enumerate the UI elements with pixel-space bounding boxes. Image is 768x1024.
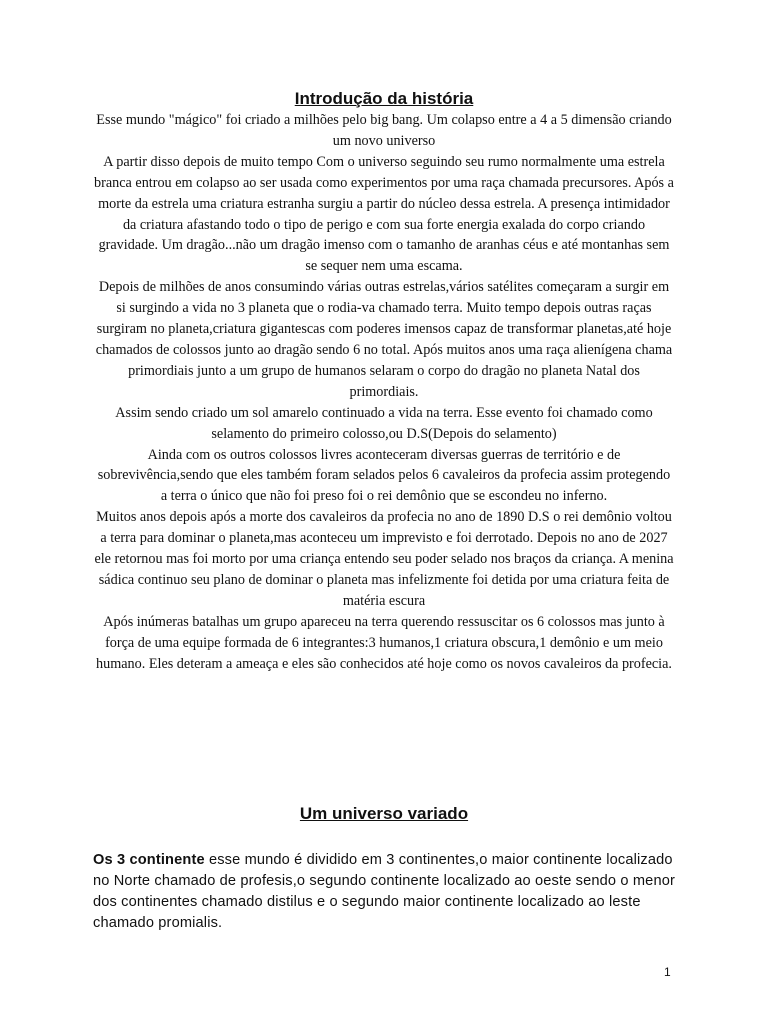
paragraph: A partir disso depois de muito tempo Com o universo seguindo seu rumo normalmente uma estrela branca entrou em colapso ao ser usada como experimentos por uma raça chamada precursores. Após a morte da estrela uma criatura estranha surgiu a partir do núcleo dessa estrela. A presença intimidador da criatura afastando todo o tipo de perigo e com sua forte energia exalada do corpo criando gravidade. Um dragão...não um dragão imenso com o tamanho de aranhas céus e até montanhas sem se sequer nem uma escama.: [94, 153, 674, 275]
paragraph: Após inúmeras batalhas um grupo apareceu na terra querendo ressuscitar os 6 colossos mas junto à força de uma equipe formada de 6 integrantes:3 humanos,1 criatura obscura,1 demônio e um meio humano. Eles deteram a ameaça e eles são conhecidos até hoje como os novos cavaleiros da profecia.: [96, 613, 672, 672]
paragraph: Depois de milhões de anos consumindo várias outras estrelas,vários satélites começaram a surgir em si surgindo a vida no 3 planeta que o rodia-va chamado terra. Muito tempo depois outras raças surgiram no planeta,criatura gigantescas com poderes imensos capaz de transformar planetas,até hoje chamados de colossos junto ao dragão sendo 6 no total. Após muitos anos uma raça alienígena chama primordiais junto a um grupo de humanos selaram o corpo do dragão no planeta Natal dos primordiais.: [95, 279, 673, 400]
section-title-universo-variado: Um universo variado: [299, 804, 469, 823]
paragraph: Ainda com os outros colossos livres aconteceram diversas guerras de território e de sobrevivência,sendo que eles também foram selados pelos 6 cavaleiros da profecia assim protegendo a terra o único que não foi preso foi o rei demônio que se escondeu no inferno.: [97, 446, 671, 505]
paragraph: Muitos anos depois após a morte dos cavaleiros da profecia no ano de 1890 D.S o rei demônio voltou a terra para dominar o planeta,mas aconteceu um imprevisto e foi derrotado. Depois no ano de 2027 ele retornou mas foi morto por uma criança entendo seu poder selado nos braços da criança. A menina sádica continuo seu plano de dominar o planeta mas infelizmente foi detida por uma criatura feita de matéria escura: [94, 509, 674, 609]
page-number: 1: [664, 965, 671, 979]
continents-text: esse mundo é dividido em 3 continentes,o maior continente localizado no Norte chamado de profesis,o segundo continente localizado ao oeste sendo o menor dos continentes chamado distilus e o segundo maior continente localizado ao leste chamado promialis.: [93, 852, 675, 931]
intro-body: [94, 110, 674, 674]
paragraph: Esse mundo "mágico" foi criado a milhões pelo big bang. Um colapso entre a 4 a 5 dimensão criando um novo universo: [96, 112, 672, 149]
paragraph: Assim sendo criado um sol amarelo continuado a vida na terra. Esse evento foi chamado como selamento do primeiro colosso,ou D.S(Depois do selamento): [115, 404, 653, 442]
section-title-introducao: Introdução da história: [294, 89, 474, 108]
continents-lead: Os 3 continente: [93, 852, 205, 868]
continents-paragraph: [93, 850, 683, 934]
